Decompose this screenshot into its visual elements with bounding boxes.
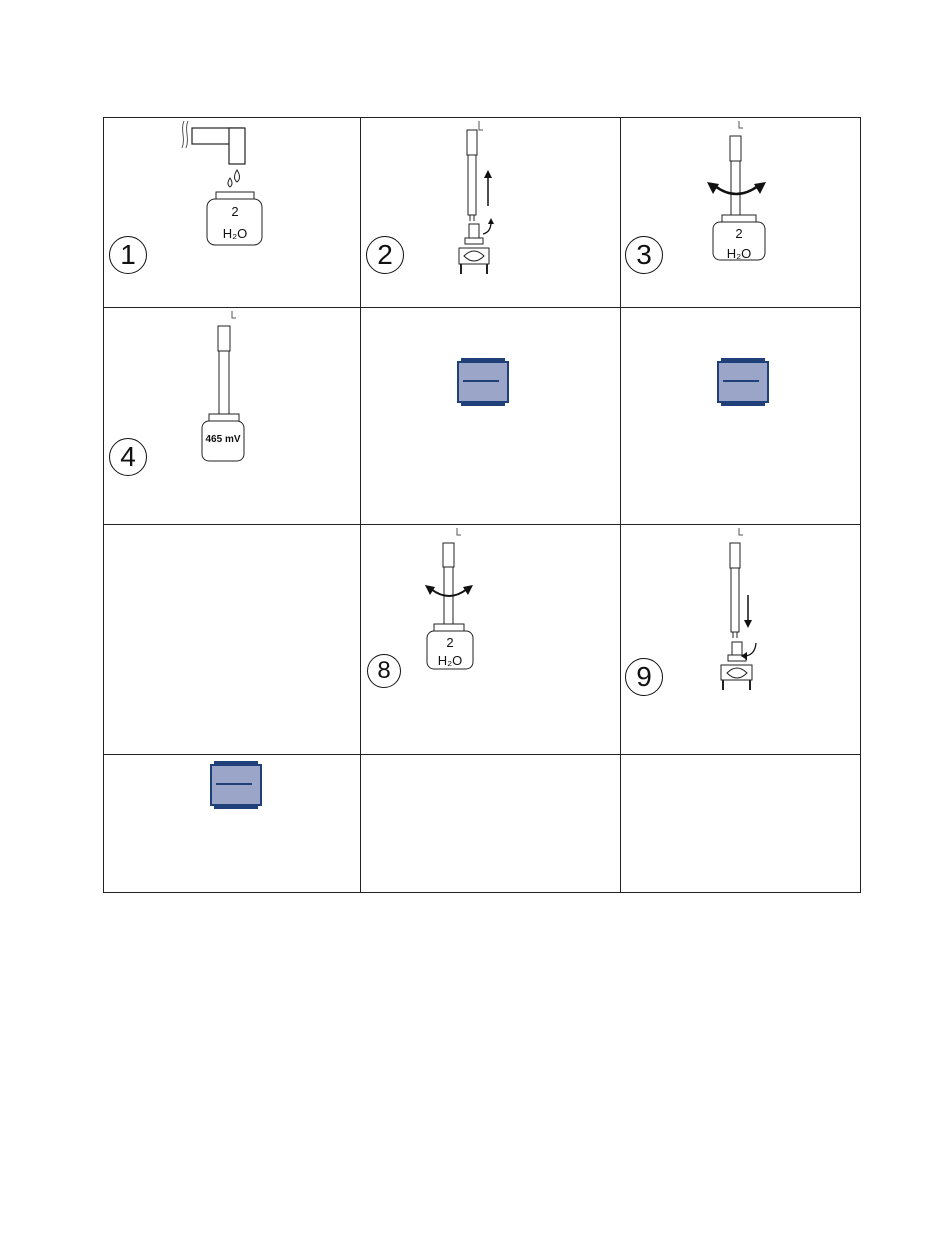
step-number-3: 3 <box>625 236 663 274</box>
step-cell-1 <box>104 118 361 308</box>
bottle-label-water: H₂O <box>726 246 752 261</box>
step-cell-5 <box>361 308 621 525</box>
mv-reading: 465 mV <box>205 434 241 445</box>
bottle-label-water: H₂O <box>222 226 248 241</box>
step-cell-3 <box>621 118 860 308</box>
display-screen-icon <box>210 761 262 809</box>
step-cell-4 <box>104 308 361 525</box>
step-number-4: 4 <box>109 438 147 476</box>
display-screen-icon <box>717 358 769 406</box>
step-cell-2 <box>361 118 621 308</box>
step-cell-11 <box>361 755 621 892</box>
step-number-1: 1 <box>109 236 147 274</box>
step-cell-10 <box>104 755 361 892</box>
display-screen-icon <box>457 358 509 406</box>
step-cell-9 <box>621 525 860 755</box>
electrode-holder-icon <box>361 118 621 308</box>
bottle-icon <box>361 525 621 755</box>
instruction-table <box>103 117 861 893</box>
step-cell-8 <box>361 525 621 755</box>
step-number-8: 8 <box>367 654 401 688</box>
electrode-holder-icon <box>621 525 860 755</box>
bottle-icon <box>104 308 361 525</box>
step-cell-12 <box>621 755 860 892</box>
step-number-9: 9 <box>625 658 663 696</box>
bottle-icon <box>621 118 860 308</box>
step-cell-7 <box>104 525 361 755</box>
bottle-label-count: 2 <box>735 226 743 241</box>
bottle-label-count: 2 <box>231 204 239 219</box>
step-cell-6 <box>621 308 860 525</box>
bottle-label-count: 2 <box>446 635 454 650</box>
step-number-2: 2 <box>366 236 404 274</box>
bottle-label-water: H₂O <box>437 653 463 668</box>
